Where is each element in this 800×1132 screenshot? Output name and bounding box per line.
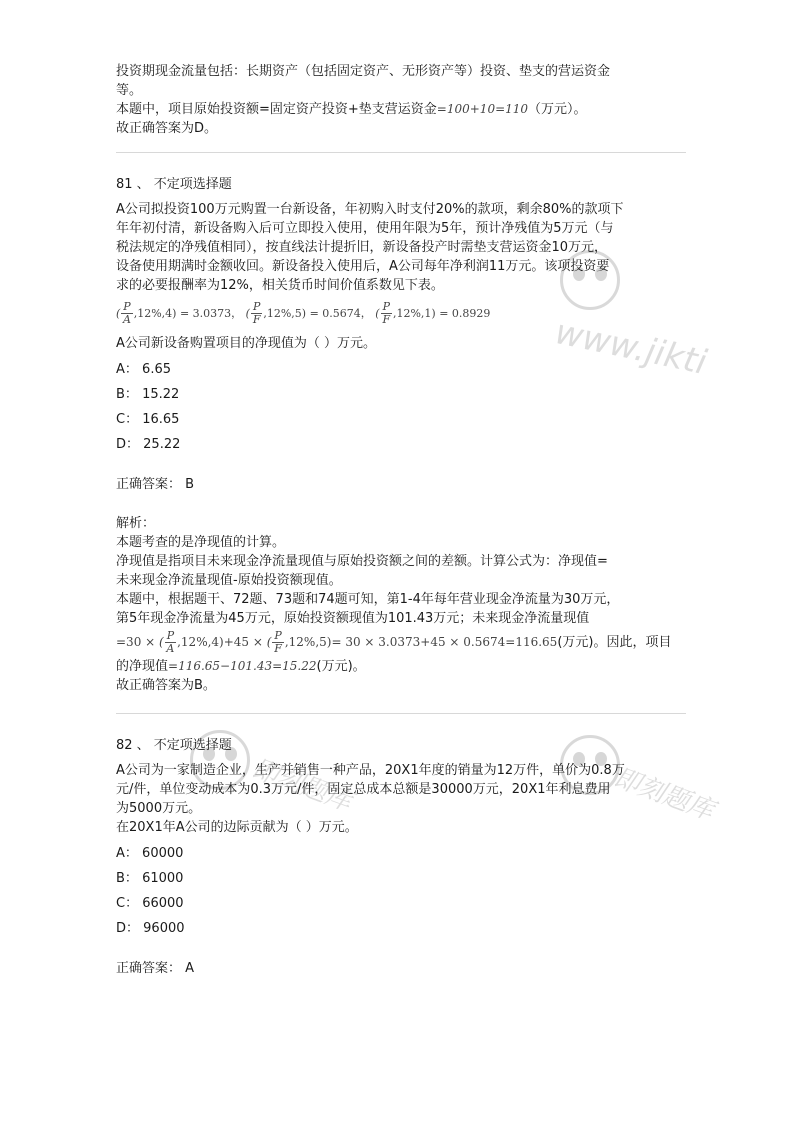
question-82 [116,736,686,978]
conclusion: 故正确答案为D。 [116,121,218,136]
factor-table: ( $\frac{P}{A}$ ,12%,4) = 3.0373， ( $\frac{P}{F}$ ,12%,5) = 0.5674， ( $\frac{P}{F}$ ,12%,1) = 0.8929 [116,300,491,326]
question-text-line: 求的必要报酬率为12%，相关货币时间价值系数见下表。 [116,278,444,293]
question-prompt: 在20X1年A公司的边际贡献为（ ）万元。 [116,820,358,835]
question-text-line: A公司拟投资100万元购置一台新设备，年初购入时支付20%的款项，剩余80%的款项下 [116,202,624,217]
watermark-brand: 即刻题库 [609,762,718,827]
option-d[interactable]: D： 25.22 [116,437,181,452]
question-81 [116,175,686,695]
analysis-line: 本题考查的是净现值的计算。 [116,535,286,550]
question-text-line: 设备使用期满时金额收回。新设备投入使用后，A公司每年净利润11万元。该项投资要 [116,259,610,274]
question-text-line: 为5000万元。 [116,801,202,816]
document-page [116,62,686,978]
text-line: 投资期现金流量包括：长期资产（包括固定资产、无形资产等）投资、垫支的营运资金 [116,64,611,79]
analysis-line: 净现值是指项目未来现金净流量现值与原始投资额之间的差额。计算公式为：净现值= [116,554,608,569]
question-text-line: A公司为一家制造企业，生产并销售一种产品，20X1年度的销量为12万件，单价为0.8万 [116,763,625,778]
watermark-url: www.jikti [551,312,711,384]
correct-answer: 正确答案： A [116,961,195,976]
text-line: 等。 [116,83,143,98]
option-d[interactable]: D： 96000 [116,921,185,936]
question-header: 81 、 不定项选择题 [116,177,232,192]
question-text-line: 元/件，单位变动成本为0.3万元/件，固定总成本总额是30000万元，20X1年利息费用 [116,782,611,797]
option-c[interactable]: C： 66000 [116,896,184,911]
option-a[interactable]: A： 60000 [116,846,184,861]
option-b[interactable]: B： 15.22 [116,387,180,402]
npv-result: 的净现值=116.65−101.43=15.22(万元)。 [116,659,366,674]
option-a[interactable]: A： 6.65 [116,362,171,377]
analysis-line: 本题中，根据题干、72题、73题和74题可知，第1-4年每年营业现金净流量为30万元， [116,592,620,607]
watermark-brand: 即刻题库 [247,753,356,818]
conclusion: 故正确答案为B。 [116,678,216,693]
separator [116,152,686,153]
question-prompt: A公司新设备购置项目的净现值为（ ）万元。 [116,336,377,351]
formula: =100+10=110 [436,102,529,116]
question-text-line: 税法规定的净残值相同），按直线法计提折旧，新设备投产时需垫支营运资金10万元， [116,240,608,255]
analysis-label: 解析： [116,516,156,531]
previous-explanation [116,62,686,138]
text-line: 本题中，项目原始投资额=固定资产投资+垫支营运资金=100+10=110（万元）。 [116,102,587,117]
analysis-line: 第5年现金净流量为45万元，原始投资额现值为101.43万元；未来现金净流量现值 [116,611,590,626]
question-text-line: 年年初付清，新设备购入后可立即投入使用，使用年限为5年，预计净残值为5万元（与 [116,221,614,236]
separator [116,713,686,714]
question-header: 82 、 不定项选择题 [116,738,232,753]
factor: ( $\frac{P}{F}$ ,12%,5) = 0.5674 [245,300,361,326]
analysis-line: 未来现金净流量现值-原始投资额现值。 [116,573,342,588]
correct-answer: 正确答案： B [116,477,195,492]
factor: ( $\frac{P}{F}$ ,12%,1) = 0.8929 [375,300,491,326]
option-c[interactable]: C： 16.65 [116,412,180,427]
option-b[interactable]: B： 61000 [116,871,184,886]
factor: ( $\frac{P}{A}$ ,12%,4) = 3.0373 [116,300,232,326]
npv-formula: =30 × ( $\frac{P}{A}$ ,12%,4)+45 × ( $\frac{P}{F}$ ,12%,5)= 30 × 3.0373+45 × 0.5674=116.65(万元)。因此，项目 [116,629,672,655]
